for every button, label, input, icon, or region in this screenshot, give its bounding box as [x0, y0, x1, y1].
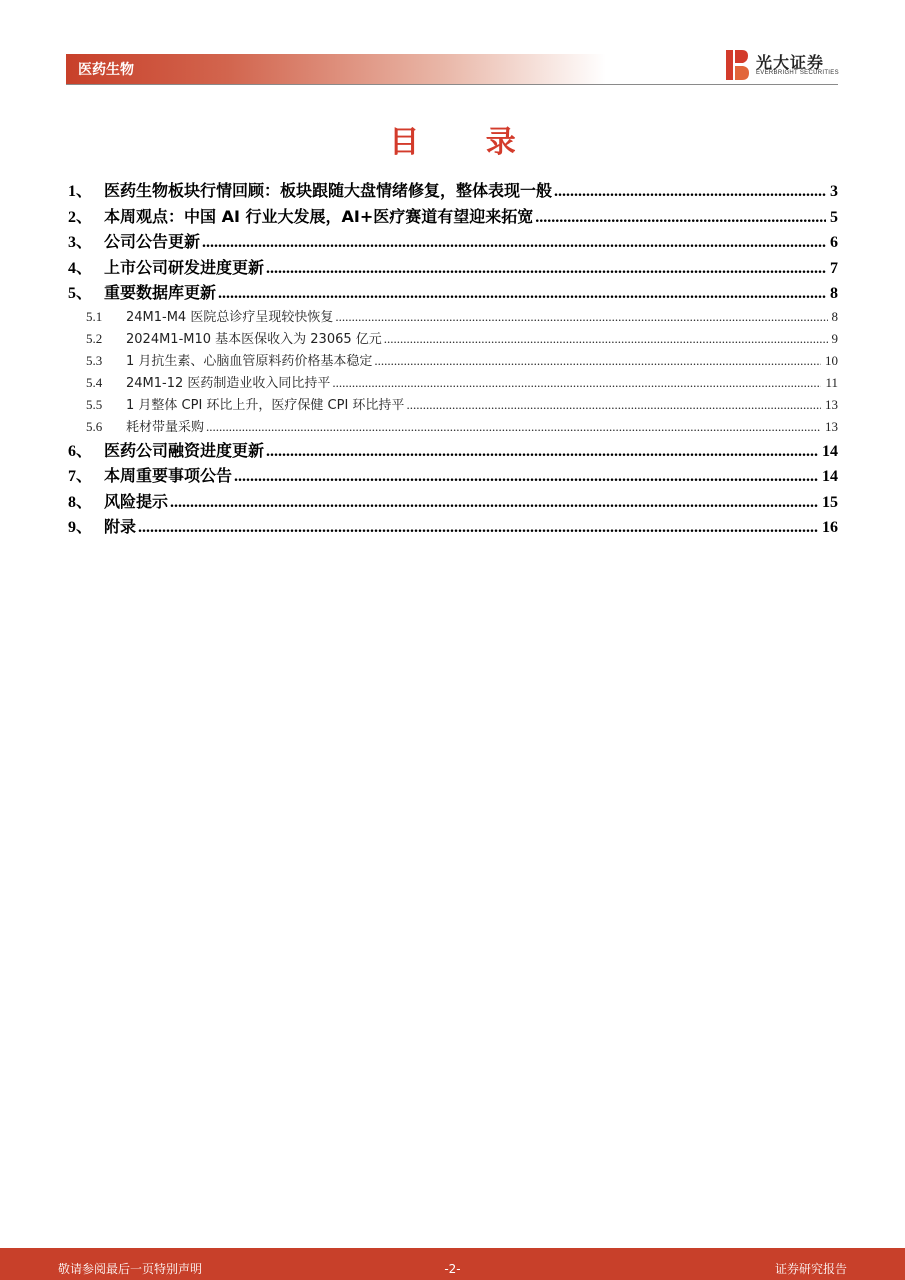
toc-entry-number: 6、: [68, 442, 93, 460]
toc-entry-label: 1 月整体 CPI 环比上升，医疗保健 CPI 环比持平: [126, 397, 405, 413]
logo-name-en: EVERBRIGHT SECURITIES: [756, 70, 839, 76]
toc-leader-dots: [266, 443, 818, 461]
brand-logo: [724, 48, 844, 84]
toc-entry[interactable]: [66, 514, 838, 540]
toc-entry-number: 5.3: [86, 352, 103, 368]
header-band: [66, 54, 606, 84]
toc-subentry[interactable]: [66, 306, 838, 328]
toc-entry-number: 5.5: [86, 396, 103, 412]
toc-subentry[interactable]: [66, 394, 838, 416]
toc-leader-dots: [206, 419, 821, 435]
toc-entry-number: 2、: [68, 208, 93, 226]
toc-entry-page: 14: [822, 468, 838, 485]
toc-entry[interactable]: [66, 463, 838, 489]
toc-entry-number: 5.4: [86, 374, 103, 390]
everbright-logo-icon: [724, 48, 750, 82]
toc-entry-number: 8、: [68, 493, 93, 511]
toc-entry-page: 3: [830, 183, 838, 200]
toc-leader-dots: [332, 375, 821, 391]
toc-entry-number: 4、: [68, 259, 93, 277]
footer-report-type: 证券研究报告: [774, 1262, 847, 1276]
toc-entry-label: 重要数据库更新: [104, 283, 217, 302]
toc-title: 目 录: [389, 125, 544, 160]
toc-leader-dots: [335, 309, 827, 325]
toc-entry-label: 附录: [104, 517, 137, 536]
toc-entry-number: 5.6: [86, 418, 103, 434]
toc-entry-page: 13: [825, 418, 838, 434]
toc-entry-page: 15: [822, 493, 838, 511]
table-of-contents: [66, 178, 838, 540]
toc-entry-page: 14: [822, 442, 838, 460]
toc-leader-dots: [202, 234, 826, 252]
toc-entry[interactable]: [66, 280, 838, 306]
toc-entry-number: 1、: [68, 183, 93, 200]
toc-entry-label: 公司公告更新: [104, 232, 201, 251]
toc-entry-page: 11: [825, 374, 838, 390]
toc-entry-label: 本周观点：中国 AI 行业大发展，AI+医疗赛道有望迎来拓宽: [104, 206, 534, 226]
toc-entry-label: 医药生物板块行情回顾：板块跟随大盘情绪修复，整体表现一般: [104, 181, 553, 200]
toc-entry-label: 24M1-12 医药制造业收入同比持平: [126, 375, 331, 391]
toc-entry[interactable]: [66, 255, 838, 281]
toc-entry-number: 5.2: [86, 330, 103, 346]
toc-leader-dots: [266, 260, 826, 278]
toc-leader-dots: [535, 209, 826, 227]
toc-subentry[interactable]: [66, 328, 838, 350]
toc-leader-dots: [406, 397, 821, 413]
toc-entry-number: 7、: [68, 468, 93, 485]
toc-entry-label: 本周重要事项公告: [104, 466, 233, 485]
header-divider: [66, 84, 838, 85]
toc-entry-label: 耗材带量采购: [126, 419, 205, 435]
toc-entry[interactable]: [66, 229, 838, 255]
toc-entry-page: 13: [825, 396, 838, 412]
toc-entry-label: 1 月抗生素、心脑血管原料药价格基本稳定: [126, 353, 373, 369]
footer-page-number: -2-: [444, 1262, 461, 1276]
toc-entry-label: 医药公司融资进度更新: [104, 440, 265, 460]
toc-entry-page: 8: [831, 308, 838, 324]
toc-entry-page: 8: [830, 285, 838, 302]
toc-entry[interactable]: [66, 178, 838, 204]
toc-entry-page: 9: [831, 330, 838, 346]
toc-entry-page: 16: [822, 519, 838, 536]
toc-leader-dots: [218, 285, 826, 303]
logo-name-cn: 光大证券: [756, 55, 825, 72]
toc-entry[interactable]: [66, 489, 838, 515]
toc-entry-page: 7: [830, 259, 838, 277]
toc-entry[interactable]: [66, 204, 838, 230]
footer-disclaimer: 敬请参阅最后一页特别声明: [58, 1262, 203, 1276]
toc-leader-dots: [374, 353, 821, 369]
toc-entry[interactable]: [66, 438, 838, 464]
toc-entry-number: 3、: [68, 234, 93, 251]
toc-entry-number: 9、: [68, 519, 93, 536]
section-label: 医药生物: [78, 61, 134, 77]
toc-leader-dots: [138, 519, 818, 537]
toc-entry-label: 上市公司研发进度更新: [104, 257, 265, 277]
toc-entry-label: 2024M1-M10 基本医保收入为 23065 亿元: [126, 331, 382, 347]
toc-entry-label: 24M1-M4 医院总诊疗呈现较快恢复: [126, 309, 334, 325]
toc-leader-dots: [554, 183, 826, 201]
toc-subentry[interactable]: [66, 416, 838, 438]
toc-leader-dots: [234, 468, 818, 486]
toc-leader-dots: [170, 494, 818, 512]
toc-subentry[interactable]: [66, 372, 838, 394]
toc-subentry[interactable]: [66, 350, 838, 372]
toc-entry-label: 风险提示: [104, 491, 169, 511]
toc-entry-number: 5.1: [86, 308, 103, 324]
toc-entry-page: 5: [830, 208, 838, 226]
toc-entry-page: 6: [830, 234, 838, 251]
toc-entry-page: 10: [825, 352, 838, 368]
toc-leader-dots: [384, 331, 828, 347]
toc-entry-number: 5、: [68, 285, 93, 302]
